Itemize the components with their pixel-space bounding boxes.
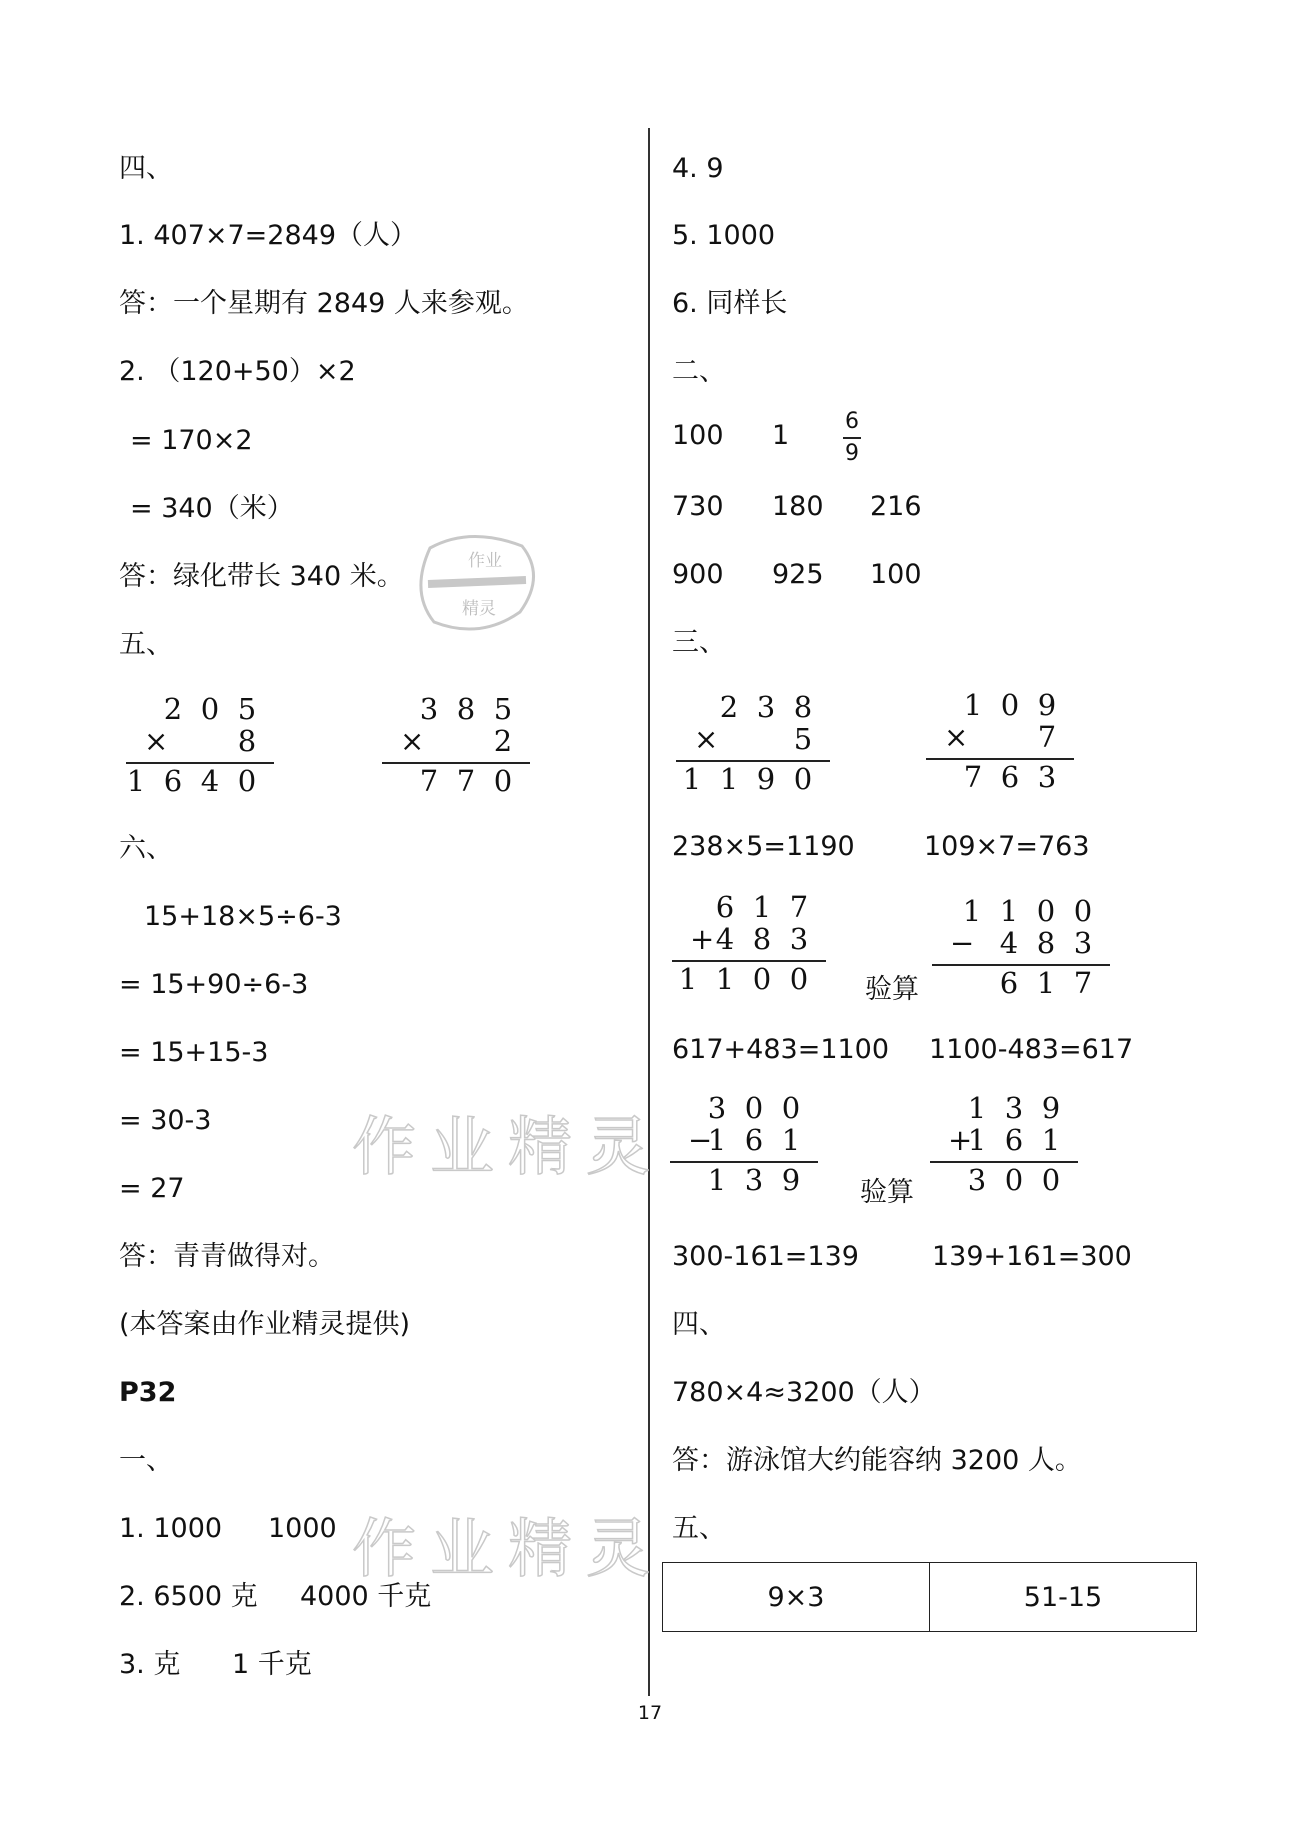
second-digit: 1 [781,1123,801,1157]
equation-1: 238×5=1190 [672,831,855,862]
result-digit: 7 [963,760,983,794]
top-digit: 9 [1037,688,1057,722]
result-digit: 0 [1041,1163,1061,1197]
result-digit: 0 [789,962,809,996]
equation-2: 109×7=763 [924,831,1090,862]
result-digit: 0 [237,764,257,798]
section-5-heading: 五、 [119,629,173,660]
section-2-heading: 二、 [672,356,726,387]
calc-row [930,1123,1078,1159]
result-2b: 4000 千克 [300,1581,432,1612]
result-digit: 1 [715,962,735,996]
expression-step-4: = 27 [119,1173,185,1204]
top-digit: 1 [752,890,772,924]
calc-row [382,764,530,800]
top-digit: 0 [744,1091,764,1125]
expression-step-1: = 15+90÷6-3 [119,969,309,1000]
estimate-answer: 答：游泳馆大约能容纳 3200 人。 [672,1445,1082,1476]
operator-sign: × [400,724,425,758]
result-digit: 3 [1037,760,1057,794]
result-digit: 7 [1073,966,1093,1000]
equation-3: 617+483=1100 [672,1034,890,1065]
calc-row [926,720,1074,756]
top-digit: 0 [1073,894,1093,928]
second-digit: 1 [967,1123,987,1157]
result-digit: 7 [419,764,439,798]
second-digit: 1 [1041,1123,1061,1157]
vertical-calc-3 [676,690,830,810]
problem-2: 2. （120+50）×2 [119,356,356,387]
second-digit: 8 [752,922,772,956]
top-digit: 7 [789,890,809,924]
answer-2: 答：绿化带长 340 米。 [119,561,404,592]
calc-row [382,692,530,728]
answer-cell-2: 51-15 [930,1563,1197,1632]
svg-text:精灵: 精灵 [462,599,496,619]
expression: 15+18×5÷6-3 [144,901,342,932]
vertical-calc-2 [382,692,530,812]
item-6: 6. 同样长 [672,288,788,319]
top-digit: 2 [163,692,183,726]
vertical-calc-6 [932,894,1110,1014]
result-digit: 0 [493,764,513,798]
item-4: 4. 9 [672,153,724,184]
equation-4: 1100-483=617 [929,1034,1134,1065]
result-digit: 6 [1000,760,1020,794]
watermark-2: 作业精灵 [352,1513,664,1587]
result-digit: 6 [999,966,1019,1000]
vertical-calc-5 [672,890,826,1010]
second-digit: 5 [793,722,813,756]
calc-rule-line [382,762,530,764]
second-digit: 8 [1036,926,1056,960]
result-3b: 1 千克 [232,1649,312,1680]
equation-6: 139+161=300 [932,1241,1132,1272]
answer-table-row [663,1563,1197,1632]
result-digit: 1 [1036,966,1056,1000]
result-digit: 0 [752,962,772,996]
calc-rule-line [926,758,1074,760]
top-digit: 5 [237,692,257,726]
result-digit: 1 [682,762,702,796]
calc-row [670,1163,818,1199]
problem-2-step-2: = 340（米） [130,493,294,524]
result-3a: 3. 克 [119,1649,181,1680]
problem-1: 1. 407×7=2849（人） [119,220,418,251]
top-digit: 3 [756,690,776,724]
page-number: 17 [637,1702,663,1724]
result-digit: 1 [719,762,739,796]
top-digit: 9 [1041,1091,1061,1125]
result-digit: 4 [200,764,220,798]
top-digit: 0 [1000,688,1020,722]
operator-sign: × [944,720,969,754]
section-1-heading: 一、 [119,1445,173,1476]
operator-sign: + [690,922,715,956]
result-digit: 9 [781,1163,801,1197]
top-digit: 2 [719,690,739,724]
result-digit: 0 [793,762,813,796]
calc-row [672,922,826,958]
check-label-1: 验算 [865,974,919,1005]
calc-row [676,722,830,758]
top-digit: 1 [962,894,982,928]
second-digit: 6 [1004,1123,1024,1157]
answer-1: 答：一个星期有 2849 人来参观。 [119,288,529,319]
estimate-equation: 780×4≈3200（人） [672,1377,936,1408]
calc-row [930,1163,1078,1199]
svg-text:作业: 作业 [468,551,502,571]
result-digit: 6 [163,764,183,798]
section-6-heading: 六、 [119,833,173,864]
result-digit: 1 [126,764,146,798]
top-digit: 0 [1036,894,1056,928]
fraction-numerator: 6 [845,409,859,434]
top-digit: 3 [1004,1091,1024,1125]
calc-rule-line [670,1161,818,1163]
top-digit: 0 [200,692,220,726]
top-digit: 8 [793,690,813,724]
calc-row [672,962,826,998]
result-digit: 7 [456,764,476,798]
result-digit: 9 [756,762,776,796]
equation-5: 300-161=139 [672,1241,859,1272]
calc-row [930,1091,1078,1127]
calc-row [126,764,274,800]
operator-sign: × [144,724,169,758]
credit-note: (本答案由作业精灵提供) [119,1309,411,1340]
vertical-calc-8 [930,1091,1078,1211]
calc-row [670,1091,818,1127]
calc-row [926,688,1074,724]
section-4-heading-right: 四、 [672,1309,726,1340]
section-4-heading: 四、 [119,153,173,184]
calc-row [126,692,274,728]
calc-rule-line [932,964,1110,966]
fraction-bar [843,437,861,439]
check-label-2: 验算 [860,1177,914,1208]
vertical-calc-1 [126,692,274,812]
calc-row [932,894,1110,930]
top-digit: 3 [707,1091,727,1125]
page-label: P32 [119,1377,177,1408]
watermark-stamp-logo [410,528,540,636]
second-digit: 4 [999,926,1019,960]
calc-row [932,966,1110,1002]
expression-step-2: = 15+15-3 [119,1037,269,1068]
grid-3-b: 925 [772,559,824,590]
top-digit: 5 [493,692,513,726]
grid-1-b: 1 [772,420,790,451]
second-digit: 8 [237,724,257,758]
calc-rule-line [672,960,826,962]
second-digit: 2 [493,724,513,758]
operator-sign: − [688,1123,713,1157]
grid-1-a: 100 [672,420,724,451]
calc-row [382,724,530,760]
second-digit: 4 [715,922,735,956]
grid-3-a: 900 [672,559,724,590]
second-digit: 3 [1073,926,1093,960]
problem-2-step-1: = 170×2 [130,425,253,456]
top-digit: 8 [456,692,476,726]
top-digit: 1 [963,688,983,722]
calc-row [670,1123,818,1159]
column-divider [648,128,650,1696]
section-5-heading-right: 五、 [672,1513,726,1544]
top-digit: 1 [967,1091,987,1125]
second-digit: 1 [707,1123,727,1157]
calc-row [126,724,274,760]
top-digit: 1 [999,894,1019,928]
calc-row [676,762,830,798]
top-digit: 6 [715,890,735,924]
calc-row [676,690,830,726]
operator-sign: + [948,1123,973,1157]
calc-rule-line [126,762,274,764]
operator-sign: × [694,722,719,756]
calc-rule-line [676,760,830,762]
watermark-1: 作业精灵 [352,1111,664,1185]
result-digit: 1 [678,962,698,996]
top-digit: 3 [419,692,439,726]
grid-2-c: 216 [870,491,922,522]
operator-sign: − [950,926,975,960]
item-5: 5. 1000 [672,220,776,251]
result-digit: 1 [707,1163,727,1197]
section-3-heading: 三、 [672,627,726,658]
expression-step-3: = 30-3 [119,1105,212,1136]
second-digit: 7 [1037,720,1057,754]
grid-2-b: 180 [772,491,824,522]
calc-row [932,926,1110,962]
answer-table [662,1562,1197,1632]
vertical-calc-4 [926,688,1074,808]
answer-cell-1: 9×3 [663,1563,930,1632]
calc-rule-line [930,1161,1078,1163]
second-digit: 6 [744,1123,764,1157]
calc-row [926,760,1074,796]
calc-row [672,890,826,926]
result-digit: 0 [1004,1163,1024,1197]
result-1a: 1. 1000 [119,1513,223,1544]
top-digit: 0 [781,1091,801,1125]
answer-3: 答：青青做得对。 [119,1241,335,1272]
result-1b: 1000 [268,1513,337,1544]
vertical-calc-7 [670,1091,818,1211]
grid-2-a: 730 [672,491,724,522]
fraction-denominator: 9 [845,441,859,466]
fraction [841,408,863,468]
result-digit: 3 [744,1163,764,1197]
result-2a: 2. 6500 克 [119,1581,258,1612]
grid-3-c: 100 [870,559,922,590]
result-digit: 3 [967,1163,987,1197]
second-digit: 3 [789,922,809,956]
